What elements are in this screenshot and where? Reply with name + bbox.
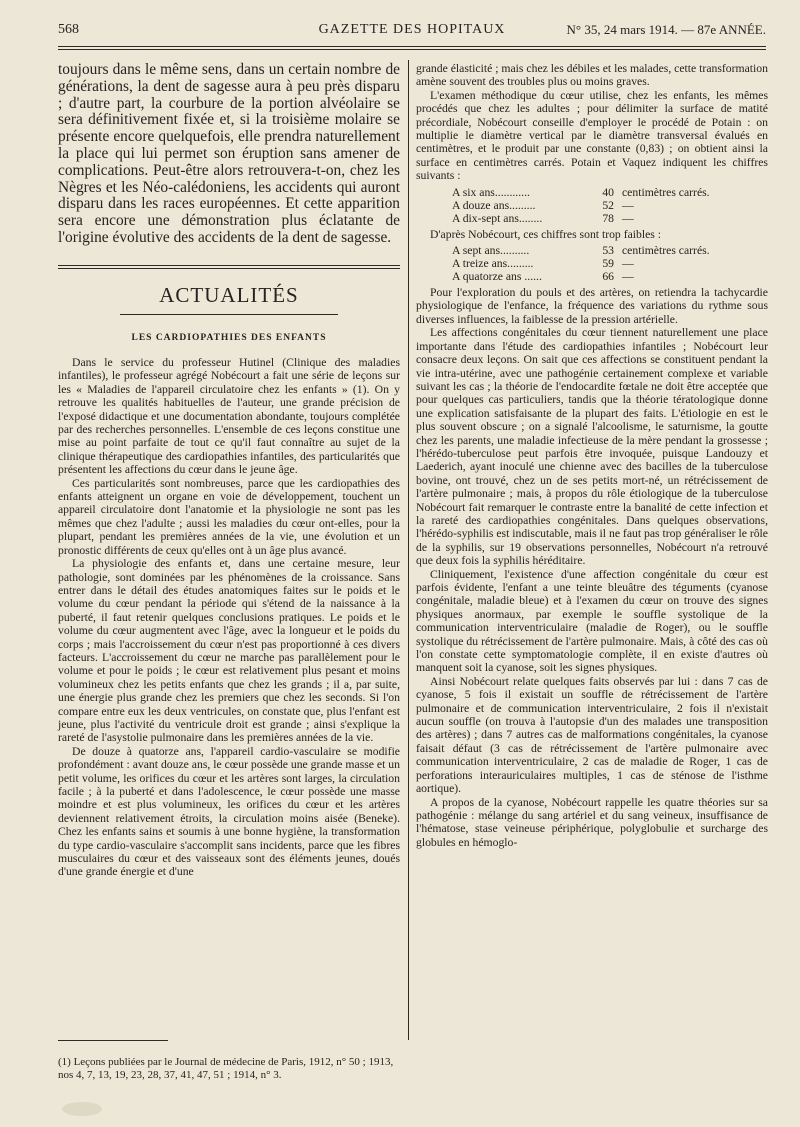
article-paragraph: Cliniquement, l'existence d'une affection congénitale du cœur est parfois évidente, l'enfant a une teinte bleuâtre des téguments (cyanose congénitale, maladie bleue) et à l'examen du cœur on trouve des signes physiques anormaux, par exemple le souffle systolique de la communication interventriculaire (maladie de Roger), ou le souffle systolique du rétrécissement de l'artère pulmonaire. Mais, à côté des cas où l'on constate cette symptomatologie complète, il en existe d'autres où manquent soit la cyanose, soit les signes physiques.: [416, 567, 768, 675]
right-column: [416, 62, 768, 849]
row-unit: —: [622, 198, 634, 212]
article-paragraph: A propos de la cyanose, Nobécourt rappelle les quatre théories sur sa pathogénie : mélange du sang artériel et du sang veineux, insuffisance de l'hématose, stase veineuse périphérique, polyglobulie et surcharge des globules en hémoglo-: [416, 795, 768, 849]
page-header: [58, 22, 766, 44]
article-body-left: [58, 356, 400, 879]
table-row: [452, 257, 768, 270]
row-unit: —: [622, 257, 634, 271]
table-row: [452, 270, 768, 283]
article-paragraph: L'examen méthodique du cœur utilise, chez les enfants, les mêmes procédés que chez les adultes ; pour délimiter la surface de matité précordiale, Nobécourt conseille d'employer le procédé de Potain : on multiplie le diamètre vertical par le diamètre transversal évalués en centimètres, et le produit par une constante (0,83) ; on obtient ainsi la surface en centimètres carrés. Potain et Vaquez indiquent les chiffres suivants :: [416, 88, 768, 183]
article-paragraph: D'après Nobécourt, ces chiffres sont trop faibles :: [430, 227, 662, 241]
row-unit: centimètres carrés.: [622, 244, 710, 258]
section-rule-top-2: [58, 268, 400, 269]
section-rule-top: [58, 265, 400, 266]
article-paragraph: Pour l'exploration du pouls et des artères, on retiendra la tachycardie physiologique de l'enfance, la fréquence des variations du rythme sous diverses influences, la faiblesse de la pression artérielle.: [416, 286, 768, 326]
row-label: A douze ans.........: [452, 198, 536, 212]
row-value: 66: [602, 270, 614, 284]
row-value: 40: [602, 185, 614, 199]
left-column: [58, 62, 400, 247]
section-rule-bottom: [120, 314, 338, 315]
article-paragraph: grande élasticité ; mais chez les débiles et les malades, cette transformation amène souvent des troubles plus ou moins graves.: [416, 62, 768, 89]
article-paragraph: Dans le service du professeur Hutinel (Clinique des maladies infantiles), le professeur agrégé Nobécourt a fait une série de leçons sur les « Maladies de l'appareil circulatoire chez les enfants » (1). On y retrouve les qualités habituelles de l'auteur, une grande précision de l'exposé didactique et une documentation abondante, toujours complétée par des recherches personnelles. L'ensemble de ces leçons constitue une mise au point parfaite de tout ce qu'il faut connaître au sujet de la clinique thérapeutique des cardiopathies infantiles, des particularités que présentent les affections du cœur dans le jeune âge.: [58, 356, 400, 477]
row-unit: —: [622, 270, 634, 284]
row-value: 53: [602, 244, 614, 258]
issue-info: N° 35, 24 mars 1914. — 87e ANNÉE.: [566, 22, 766, 37]
lead-paragraph: toujours dans le même sens, dans un certain nombre de générations, la dent de sagesse aura à peu près disparu ; d'autre part, la courbure de la portion alvéolaire se sera définitivement fixée et, si la troisième molaire se présente encore quelquefois, elle prendra naturellement la place qui lui permet son éruption sans amener de complications. Peut-être alors retrouvera-t-on, chez les Nègres et les Néo-calédoniens, les accidents qui auront disparu dans les races européennes. Et cette apparition sera encore une démonstration plus éclatante de l'origine évolutive des accidents de la dent de sagesse.: [58, 61, 400, 246]
table-row: [452, 186, 768, 199]
article-title: LES CARDIOPATHIES DES ENFANTS: [131, 333, 327, 343]
row-value: 59: [602, 257, 614, 271]
footnote-rule: [58, 1040, 168, 1041]
article-paragraph: Ainsi Nobécourt relate quelques faits observés par lui : dans 7 cas de cyanose, 5 fois il existait un souffle de rétrécissement de l'artère pulmonaire et de communication interventriculaire, 2 fois il n'existait aucun souffle (on trouva à l'autopsie d'un des malades une transposition des artères) ; dans 7 autres cas de malformations congénitales, la cyanose faisait défaut (3 cas de rétrécissement de l'artère pulmonaire avec communication interventriculaire, 2 cas de maladie de Roger, 1 cas de perforations interauriculaires multiples, 1 cas de sténose de l'isthme aortique).: [416, 674, 768, 796]
row-label: A six ans............: [452, 185, 530, 199]
article-paragraph: La physiologie des enfants et, dans une certaine mesure, leur pathologie, sont dominées par les phénomènes de la croissance. Sans entrer dans le détail des études anatomiques faites sur le poids et le volume du cœur pendant la période qui s'étend de la naissance à la puberté, il faut retenir quelques conclusions pratiques. Le poids et le volume du cœur augmentent avec l'âge, avec la longueur et le poids du corps ; mais l'accroissement du cœur n'est pas proportionné à ces divers facteurs. L'accroissement du cœur ne marche pas parallèlement pour le volume et pour le poids ; le cœur est relativement plus pesant et moins volumineux chez les petits enfants que chez les grands ; il a, par suite, une énergie plus grande chez les premiers que chez les seconds. Si l'on compare entre eux les deux ventricules, on constate que, plus l'enfant est jeune, plus l'activité du ventricule droit est grande ; ainsi s'explique la rareté de l'asystolie pulmonaire dans les premières années de la vie.: [58, 557, 400, 745]
row-value: 52: [602, 198, 614, 212]
paper-stain: [62, 1102, 102, 1116]
row-label: A quatorze ans ......: [452, 270, 542, 284]
row-unit: —: [622, 211, 634, 225]
row-label: A sept ans..........: [452, 244, 530, 258]
surface-table-potain: [452, 186, 768, 225]
article-paragraph: De douze à quatorze ans, l'appareil cardio-vasculaire se modifie profondément : avant douze ans, le cœur possède une grande masse et un petit volume, les orifices du cœur et les artères sont larges, la circulation facile ; à la puberté et dans l'adolescence, le cœur possède une masse moindre et est plus volumineux, les orifices du cœur et les artères deviennent relativement étroits, la circulation moins aisée (Beneke). Chez les enfants sains et soumis à une bonne hygiène, la transformation du type cardio-vasculaire s'accomplit sans incidents, parce que les fibres musculaires du cœur et des vaisseaux sont des éléments jeunes, doués d'une grande énergie et d'une: [58, 744, 400, 879]
surface-table-nobecourt: [452, 244, 768, 283]
section-title: ACTUALITÉS: [159, 283, 299, 307]
row-label: A treize ans.........: [452, 257, 534, 271]
header-rule: [58, 46, 766, 47]
row-label: A dix-sept ans........: [452, 211, 543, 225]
table-row: [452, 212, 768, 225]
table-row: [452, 199, 768, 212]
article-paragraph: Les affections congénitales du cœur tiennent naturellement une place importante dans l'étude des cardiopathies infantiles ; Nobécourt leur consacre deux leçons. On sait que ces affections se constituent pendant la vie intra-utérine, avec une pathogénie certainement complexe et variable suivant les cas ; la théorie de l'endocardite fœtale ne doit être acceptée que pour quelques cas particuliers, tandis que la théorie tératologique donne une explication satisfaisante de la plupart des faits. L'étiologie en est le plus souvent obscure ; on a signalé l'alcoolisme, le saturnisme, la goutte chez les parents, une maladie infectieuse de la mère pendant la grossesse ; l'hérédo-tuberculose peut parfois être invoquée, puisque Landouzy et Laederich, ayant inoculé une chienne avec des bacilles de la tuberculose bovine, ont trouvé, chez un de ses petits mort-né, un rétrécissement de l'artère pulmonaire ; mais, à propos du rôle étiologique de la tuberculose Nobécourt fait remarquer le contraste entre la banalité de cette infection et la rareté des cardiopathies congénitales. Dans quelques observations, l'hérédo-syphilis est indiscutable, mais il ne faut pas trop généraliser le rôle de la syphilis, sur 19 observations personnelles, Nobécourt n'a retrouvé que deux fois la syphilis héréditaire.: [416, 326, 768, 568]
article-paragraph: Ces particularités sont nombreuses, parce que les cardiopathies des enfants atteignent un organe en voie de développement, touchent un appareil circulatoire dont l'anatomie et la physiologie ne sont pas les mêmes que chez l'adulte ; aussi les maladies du cœur ont-elles, pour la plupart, pendant les premières années de la vie, une évolution et un pronostic différents de ceux qu'elles ont à un âge plus avancé.: [58, 476, 400, 557]
journal-title: GAZETTE DES HOPITAUX: [318, 22, 506, 37]
table-row: [452, 244, 768, 257]
header-rule-double: [58, 49, 766, 50]
row-unit: centimètres carrés.: [622, 185, 710, 199]
row-value: 78: [602, 211, 614, 225]
page-number: 568: [58, 22, 79, 37]
footnote: (1) Leçons publiées par le Journal de médecine de Paris, 1912, n° 50 ; 1913, nos 4, 7, 13, 19, 23, 28, 37, 41, 47, 51 ; 1914, n° 3.: [58, 1056, 394, 1081]
column-divider: [408, 60, 409, 1040]
